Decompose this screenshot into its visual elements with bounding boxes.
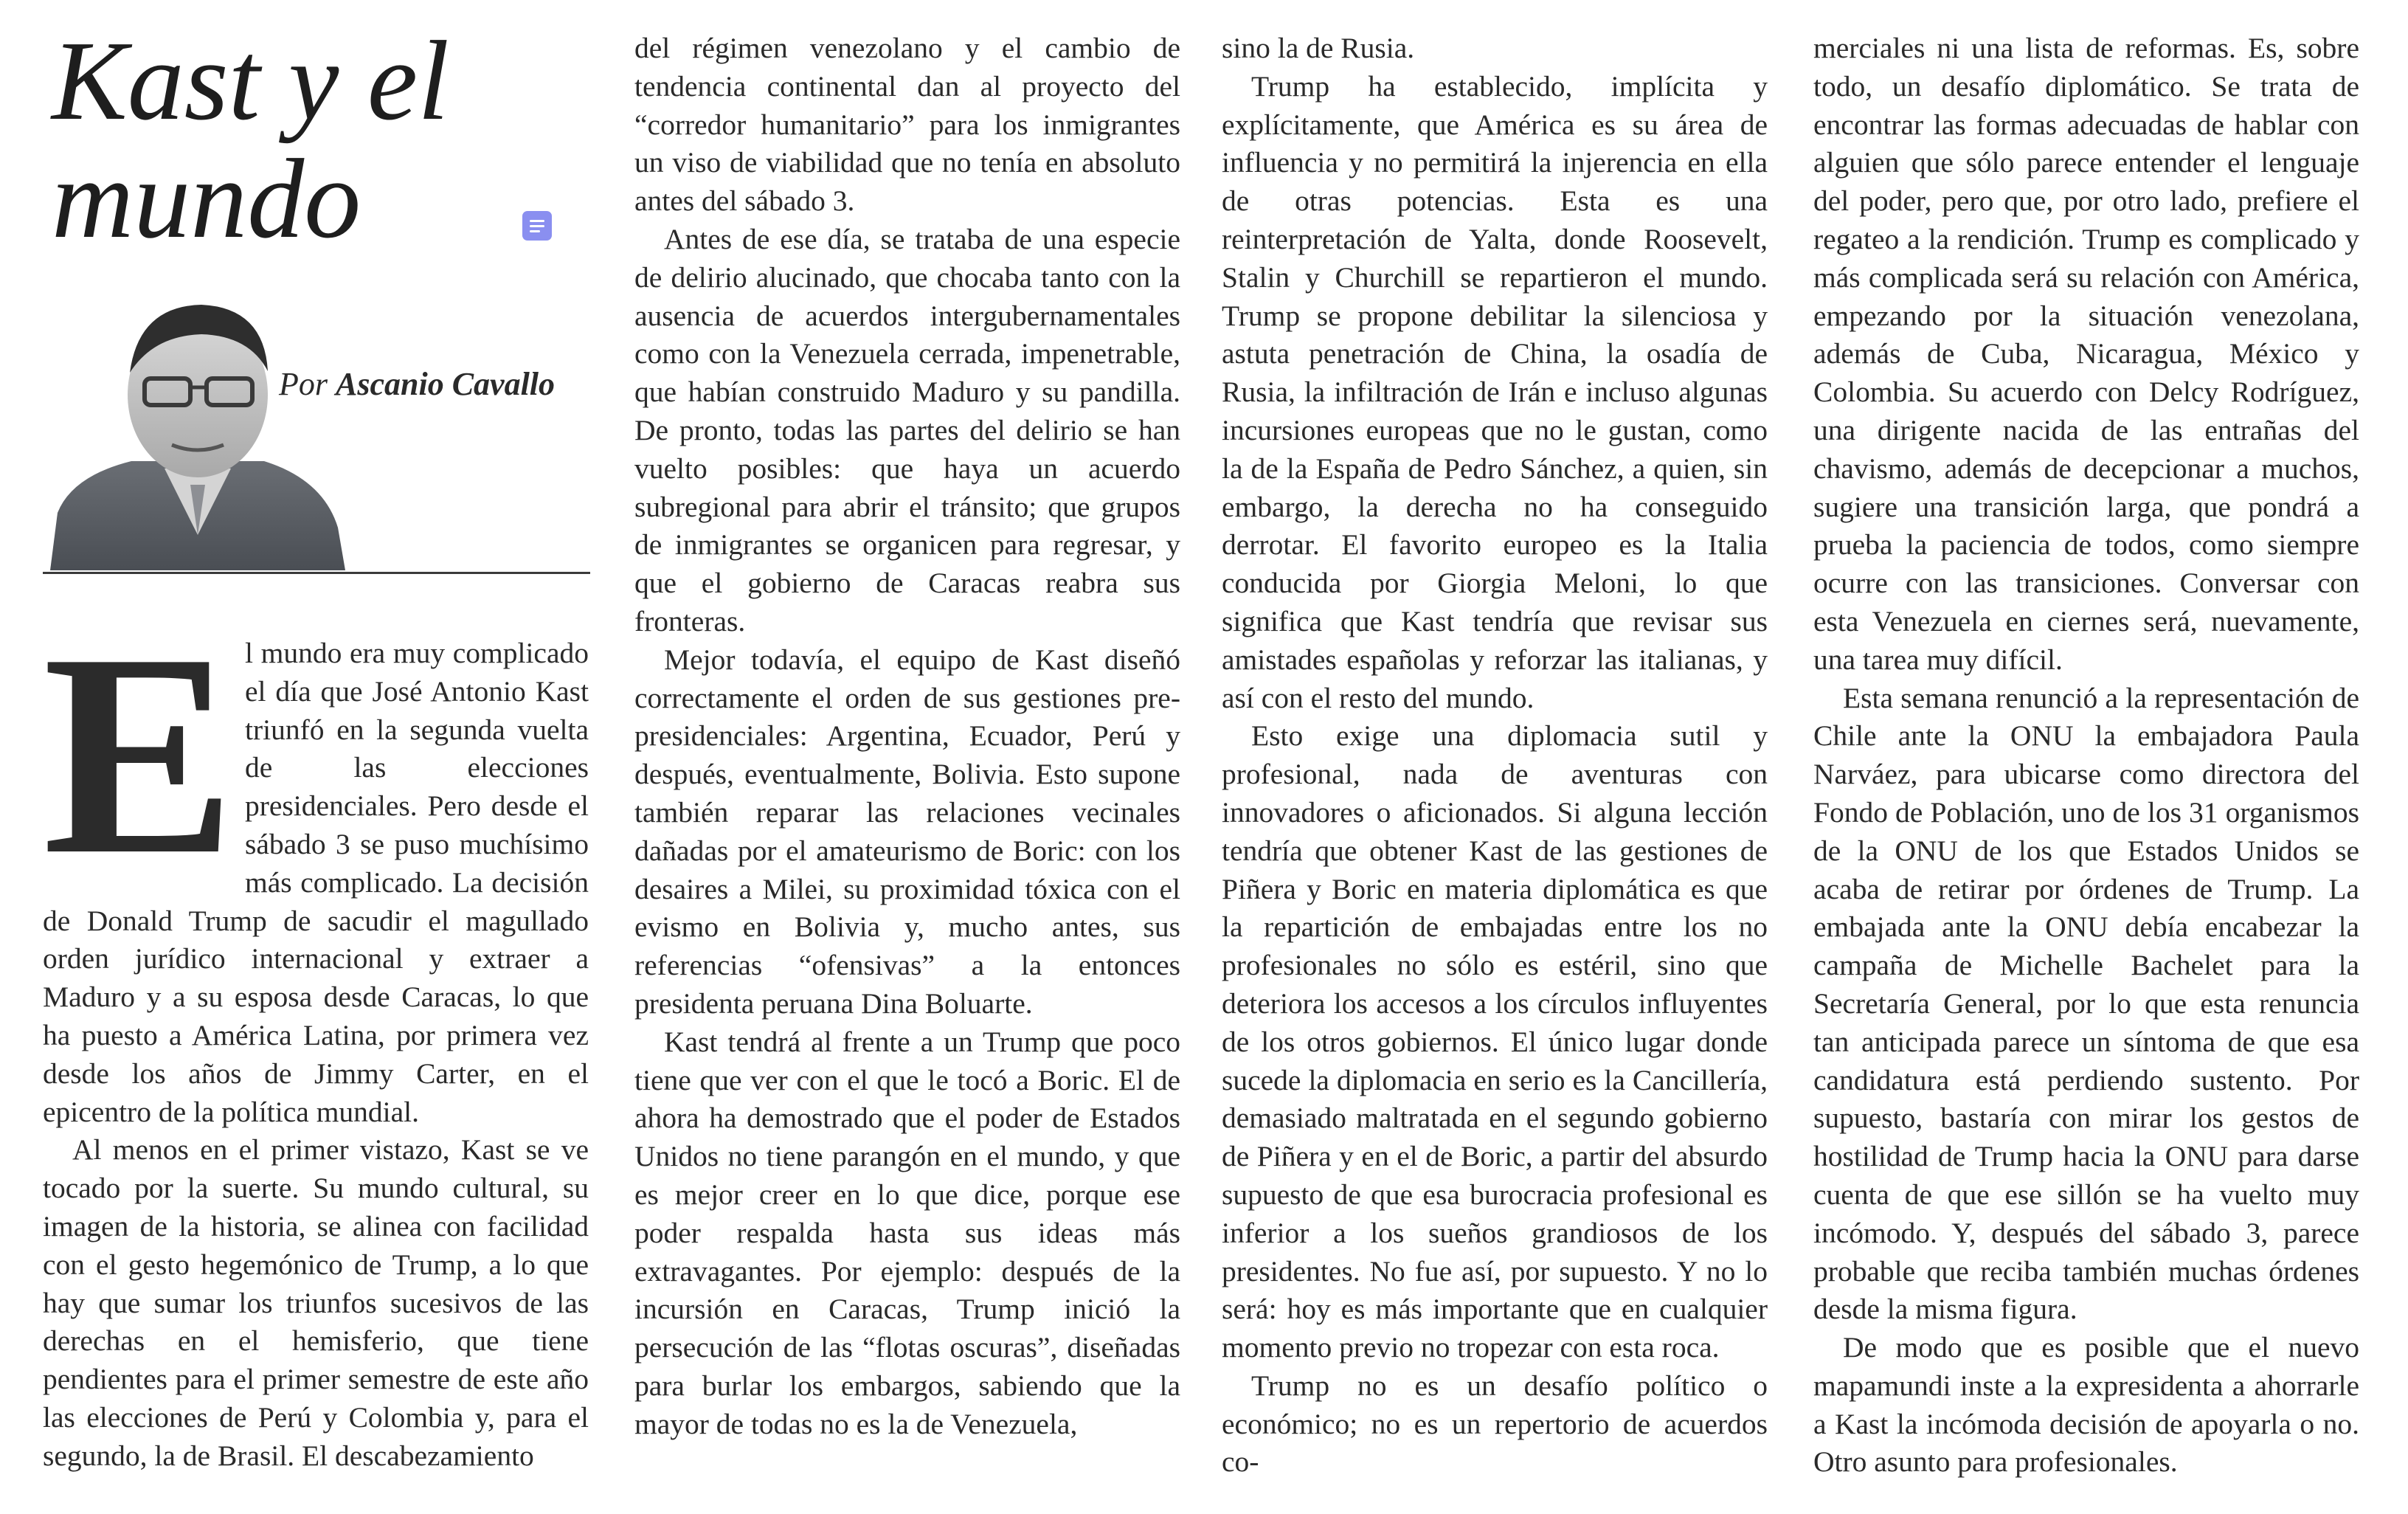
column-2 <box>634 30 1180 1443</box>
column-1 <box>43 594 589 1476</box>
column-4 <box>1813 30 2359 1482</box>
paragraph: Kast tendrá al frente a un Trump que poco tiene que ver con el que le tocó a Boric. El de ahora ha demostrado que el poder de Estados Unidos no tiene parangón en el mundo, y que es mejor creer en lo que dice, porque ese poder respalda hasta sus ideas más extravagantes. Por ejemplo: después de la incursión en Caracas, Trump inició la persecución de las “flotas oscuras”, diseñadas para burlar los embargos, sabiendo que la mayor de todas no es la de Venezuela, <box>634 1025 1180 1440</box>
paragraph: sino la de Rusia. <box>1222 32 1415 64</box>
paragraph: del régimen venezolano y el cambio de tendencia continental dan al proyecto del “corredor humanitario” para los inmigrantes un viso de viabilidad que no tenía en absoluto antes del sábado 3. <box>634 32 1180 218</box>
paragraph: Esta semana renunció a la representación de Chile ante la ONU la embajadora Paula Narváez, para ubicarse como directora del Fondo de Población, uno de los 31 organismos de la ONU de los que Estados Unidos se acaba de retirar por órdenes de Trump. La embajada ante la ONU debía encabezar la campaña de Michelle Bachelet para la Secretaría General, por lo que esta renuncia tan anticipada parece un síntoma de que esa candidatura está perdiendo sustento. Por supuesto, bastaría con mirar los gestos de hostilidad de Trump hacia la ONU para darse cuenta de que ese sillón se ha vuelto muy incómodo. Y, después del sábado 3, parece probable que reciba también muchas órdenes desde la misma figura. <box>1813 681 2359 1326</box>
paragraph: Trump ha establecido, implícita y explícitamente, que América es su área de influencia y no permitirá la injerencia en ella de otras potencias. Esta es una reinterpretación de Yalta, donde Roosevelt, Stalin y Churchill se repartieron el mundo. Trump se propone debilitar la silenciosa y astuta penetración de China, la osadía de Rusia, la infiltración de Irán e incluso algunas incursiones europeas que no le gustan, como la de la España de Pedro Sánchez, a quien, sin embargo, la derecha no ha conseguido derrotar. El favorito europeo es la Italia conducida por Giorgia Meloni, lo que significa que Kast tendría que revisar sus amistades españolas y reforzar las italianas, y así con el resto del mundo. <box>1222 69 1768 714</box>
paragraph: merciales ni una lista de reformas. Es, sobre todo, un desafío diplomático. Se trata de encontrar las formas adecuadas de hablar con alguien que sólo parece entender el lenguaje del poder, pero que, por otro lado, prefiere el regateo a la rendición. Trump es complicado y más complicada será su relación con América, empezando por la situación venezolana, además de Cuba, Nicaragua, México y Colombia. Su acuerdo con Delcy Rodríguez, una dirigente nacida de las entrañas del chavismo, además de decepcionar a muchos, sugiere una transición larga, que pondrá a prueba la paciencia de todos, como siempre ocurre con las transiciones. Conversar con esta Venezuela en ciernes será, nuevamente, una tarea muy difícil. <box>1813 32 2359 676</box>
paragraph: Esto exige una diplomacia sutil y profesional, nada de aventuras con innovadores o aficionados. Si alguna lección tendría que obtener Kast de las gestiones de Piñera y Boric en materia diplomática es que la repartición de embajadas entre los no profesionales no sólo es estéril, sino que deteriora los accesos a los círculos influyentes de los otros gobiernos. El único lugar donde sucede la diplomacia en serio es la Cancillería, demasiado maltratada en el segundo gobierno de Piñera y en el de Boric, a partir del absurdo supuesto de que esa burocracia profesional es inferior a los sueños grandiosos de los presidentes. No fue así, por supuesto. Y no lo será: hoy es más importante que en cualquier momento previo no tropezar con esta roca. <box>1222 719 1768 1364</box>
headline-line-1: Kast y el <box>52 18 449 144</box>
note-icon[interactable] <box>522 211 552 241</box>
drop-cap: E <box>43 594 236 914</box>
paragraph: De modo que es posible que el nuevo mapamundi inste a la expresidenta a ahorrarle a Kast la incómoda decisión de apoyarla o no. Otro asunto para profesionales. <box>1813 1331 2359 1479</box>
column-3 <box>1222 30 1768 1482</box>
byline <box>279 365 555 403</box>
author-photo <box>43 291 353 570</box>
paragraph: Mejor todavía, el equipo de Kast diseñó correctamente el orden de sus gestiones pre-presidenciales: Argentina, Ecuador, Perú y después, eventualmente, Bolivia. Esto supone también reparar las relaciones vecinales dañadas por el amateurismo de Boric: con los desaires a Milei, su proximidad tóxica con el evismo en Bolivia y, mucho antes, sus referencias “ofensivas” a la entonces presidenta peruana Dina Boluarte. <box>634 643 1180 1020</box>
headline-line-2: mundo <box>52 136 361 262</box>
byline-author: Ascanio Cavallo <box>336 366 556 402</box>
paragraph: Al menos en el primer vistazo, Kast se ve tocado por la suerte. Su mundo cultural, su imagen de la historia, se alinea con facilidad con el gesto hegemónico de Trump, a lo que hay que sumar los triunfos sucesivos de las derechas en el hemisferio, que tiene pendientes para el primer semestre de este año las elecciones de Perú y Colombia y, para el segundo, la de Brasil. El descabezamiento <box>43 1133 589 1472</box>
paragraph: Antes de ese día, se trataba de una especie de delirio alucinado, que chocaba tanto con la ausencia de acuerdos intergubernamentales como con la Venezuela cerrada, impenetrable, que habían construido Maduro y su pandilla. De pronto, todas las partes del delirio se han vuelto posibles: que haya un acuerdo subregional para abrir el tránsito; que grupos de inmigrantes se organicen para regresar, y que el gobierno de Caracas reabra sus fronteras. <box>634 222 1180 637</box>
paragraph: Trump no es un desafío político o económico; no es un repertorio de acuerdos co- <box>1222 1369 1768 1479</box>
header-rule <box>43 572 590 574</box>
headline <box>52 18 568 262</box>
byline-prefix: Por <box>279 366 328 402</box>
paragraph <box>43 594 589 1131</box>
paragraph-text: l mundo era muy complicado el día que José Antonio Kast triunfó en la segunda vuelta de las elecciones presidenciales. Pero desde el sábado 3 se puso muchísimo más complicado. La decisión de Donald Trump de sacudir el magullado orden jurídico internacional y extraer a Maduro y a su esposa desde Caracas, lo que ha puesto a América Latina, por primera vez desde los años de Jimmy Carter, en el epicentro de la política mundial. <box>43 637 589 1128</box>
